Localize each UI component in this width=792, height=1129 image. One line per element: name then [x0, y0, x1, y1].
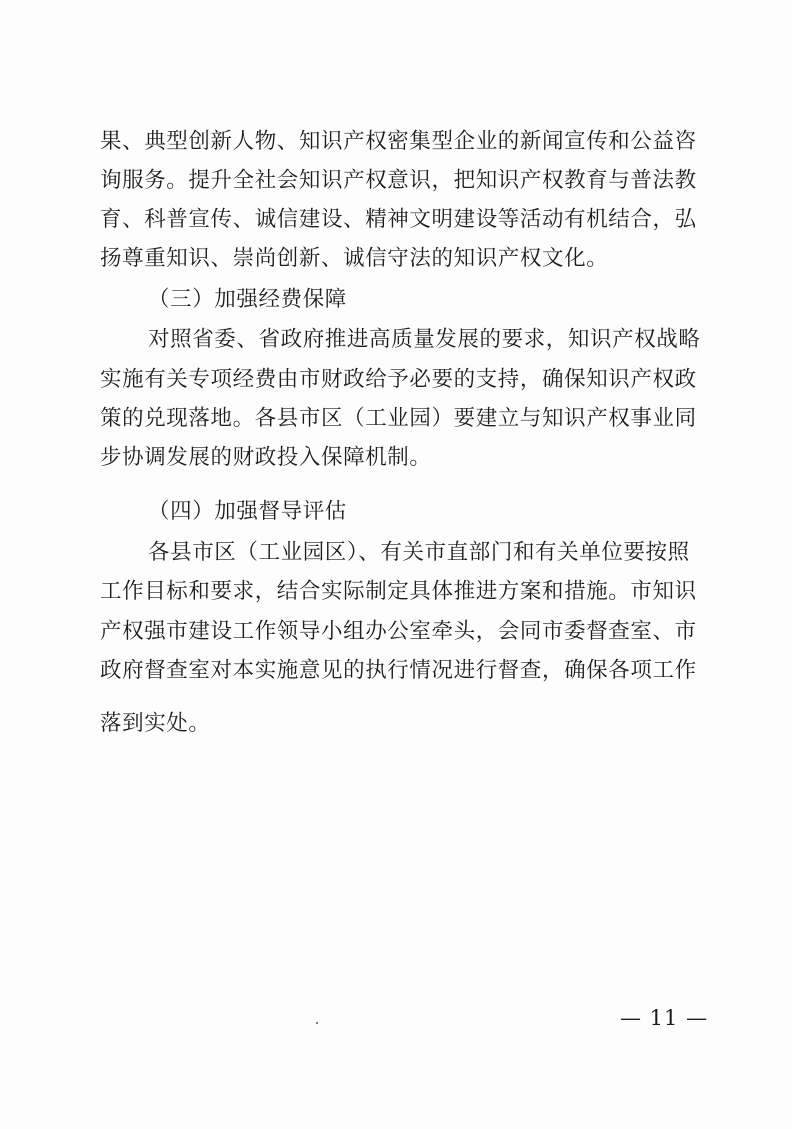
- section-heading: （四）加强督导评估: [148, 499, 347, 524]
- body-text-line: 实施有关专项经费由市财政给予必要的支持，确保知识产权政: [100, 367, 697, 392]
- body-text-line: 落到实处。: [100, 711, 211, 736]
- body-text-line: 步协调发展的财政投入保障机制。: [100, 445, 432, 470]
- body-text-line: 各县市区（工业园区）、有关市直部门和有关单位要按照: [148, 540, 690, 565]
- body-text-line: 产权强市建设工作领导小组办公室牵头，会同市委督查室、市: [100, 619, 697, 644]
- section-heading: （三）加强经费保障: [148, 287, 347, 312]
- body-text-line: 策的兑现落地。各县市区（工业园）要建立与知识产权事业同: [100, 406, 697, 431]
- body-text-line: 对照省委、省政府推进高质量发展的要求，知识产权战略: [148, 327, 701, 352]
- body-text-line: 育、科普宣传、诚信建设、精神文明建设等活动有机结合，弘: [100, 207, 697, 232]
- scan-speck: [316, 1022, 318, 1024]
- body-text-line: 工作目标和要求，结合实际制定具体推进方案和措施。市知识: [100, 579, 697, 604]
- body-text-line: 询服务。提升全社会知识产权意识，把知识产权教育与普法教: [100, 168, 697, 193]
- body-text-line: 果、典型创新人物、知识产权密集型企业的新闻宣传和公益咨: [100, 129, 697, 154]
- page-number: — 11 —: [620, 1006, 709, 1030]
- body-text-line: 扬尊重知识、崇尚创新、诚信守法的知识产权文化。: [100, 246, 609, 271]
- body-text-line: 政府督查室对本实施意见的执行情况进行督查，确保各项工作: [100, 658, 697, 683]
